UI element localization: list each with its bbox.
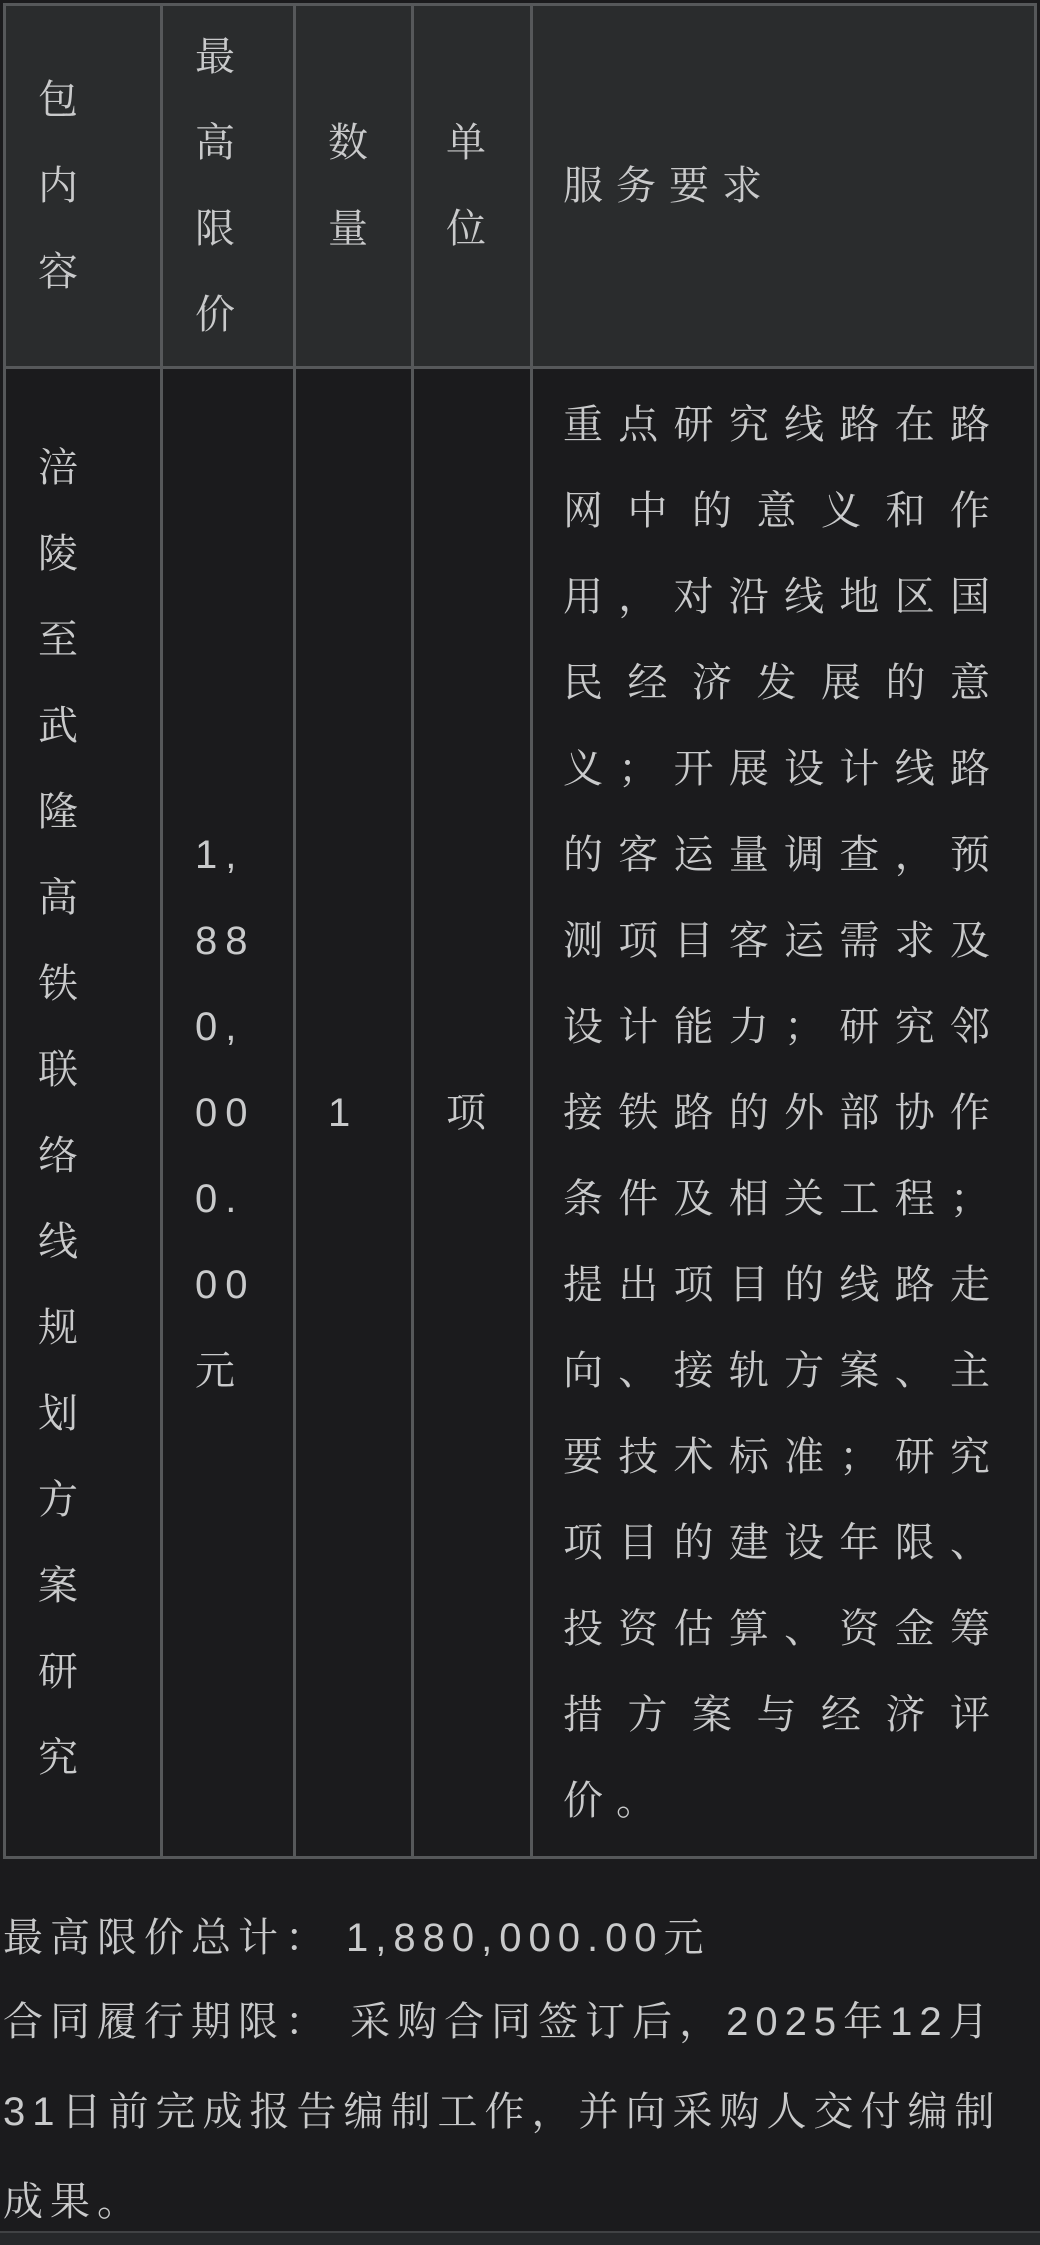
quantity-value: 1 [328,1090,351,1135]
header-cell-service-requirements [533,6,1034,366]
service-requirements-line: 价。 [563,1778,669,1823]
header-label-max-price: 最高限价 [195,35,235,337]
header-cell-package-content [6,6,160,366]
header-label-unit: 单位 [446,121,486,251]
service-requirements-line: 投资估算、资金筹 [563,1606,1003,1651]
header-cell-quantity [296,6,411,366]
service-requirements-line: 向、接轨方案、主 [563,1348,1003,1393]
unit-value: 项 [446,1090,486,1135]
service-requirements-line: 项目的建设年限、 [563,1520,1003,1565]
package-content-text: 涪陵至武隆高铁联络线规划方案研究 [38,445,78,1780]
package-detail-table [3,3,1037,1859]
service-requirements-text [563,382,1003,1844]
max-price-value: 1,880,000.00元 [195,832,256,1393]
service-requirements-line: 民经济发展的意 [563,660,1003,705]
cell-package-content [6,369,160,1856]
max-price-total-label: 最高限价总计： [3,1916,332,1960]
cell-unit [414,369,530,1856]
service-requirements-line: 接铁路的外部协作 [563,1090,1003,1135]
service-requirements-line: 要技术标准；研究 [563,1434,1003,1479]
contract-term-line: 31日前完成报告编制工作，并向采购人交付编制 [3,2090,1002,2134]
header-label-service-requirements: 服务要求 [563,164,775,208]
service-requirements-line: 测项目客运需求及 [563,918,1003,963]
service-requirements-line: 用，对沿线地区国 [563,574,1003,619]
service-requirements-line: 义；开展设计线路 [563,746,1003,791]
service-requirements-line: 网中的意义和作 [563,488,1003,533]
max-price-total-line [3,1912,711,1964]
cell-max-price [163,369,293,1856]
contract-term-line: 合同履行期限： 采购合同签订后，2025年12月 [3,2000,996,2044]
service-requirements-line: 的客运量调查，预 [563,832,1003,877]
header-cell-unit [414,6,530,366]
next-section-edge [0,2233,1040,2245]
contract-term-line: 成果。 [3,2180,144,2224]
max-price-total-value: 1,880,000.00元 [346,1916,711,1960]
header-label-package-content: 包内容 [38,78,78,294]
contract-term-paragraph [3,1977,1037,2245]
service-requirements-line: 条件及相关工程； [563,1176,1003,1221]
service-requirements-line: 提出项目的线路走 [563,1262,1003,1307]
service-requirements-line: 重点研究线路在路 [563,402,1003,447]
cell-service-requirements [533,369,1034,1856]
header-label-quantity: 数量 [328,121,368,251]
service-requirements-line: 措方案与经济评 [563,1692,1003,1737]
service-requirements-line: 设计能力；研究邻 [563,1004,1003,1049]
cell-quantity [296,369,411,1856]
header-cell-max-price [163,6,293,366]
